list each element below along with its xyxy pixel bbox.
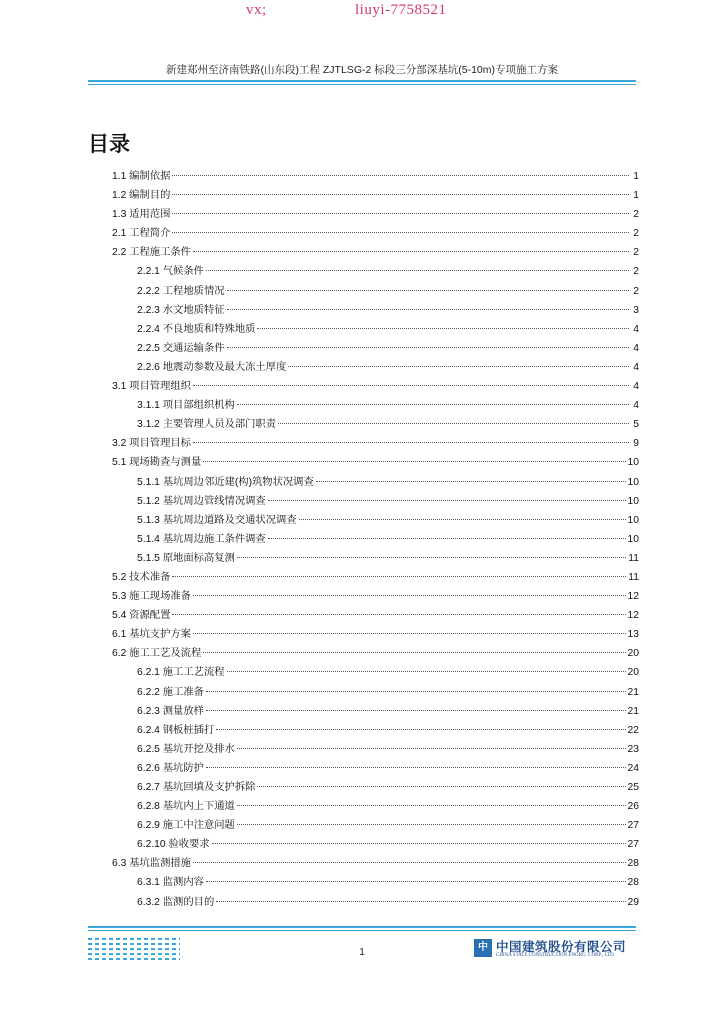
toc-dot-leader	[278, 411, 629, 424]
toc-dot-leader	[193, 373, 629, 386]
toc-dot-leader	[172, 163, 629, 176]
toc-entry-label: 6.2.4 钢板桩插打	[137, 724, 215, 736]
toc-dot-leader	[216, 717, 625, 730]
toc-entry-page: 2	[633, 209, 639, 221]
toc-dot-leader	[206, 755, 626, 768]
toc-dot-leader	[237, 793, 626, 806]
toc-entry-page: 4	[633, 323, 639, 335]
toc-entry-page: 1	[633, 171, 639, 182]
toc-dot-leader	[268, 526, 626, 539]
toc-entry-label: 6.2.6 基坑防护	[137, 762, 204, 774]
toc-dot-leader	[237, 736, 626, 749]
toc-entry-label: 3.2 项目管理目标	[112, 438, 191, 450]
toc-entry-label: 6.3.2 监测的目的	[137, 896, 215, 908]
toc-entry-page: 20	[627, 667, 639, 679]
toc-dot-leader	[206, 869, 626, 882]
toc-entry-label: 6.2.7 基坑回填及支护拆除	[137, 782, 256, 793]
toc-entry-label: 3.1.2 主要管理人员及部门职责	[137, 419, 277, 431]
toc-entry-label: 6.2.2 施工准备	[137, 686, 204, 698]
toc-entry-page: 10	[627, 514, 639, 526]
toc-dot-leader	[227, 278, 629, 291]
toc-entry-page: 4	[633, 381, 639, 393]
page-header-title: 新建郑州至济南铁路(山东段)工程 ZJTLSG-2 标段三分部深基坑(5-10m)专项施工方案	[165, 64, 558, 76]
toc-entry-page: 29	[627, 896, 639, 908]
toc-entry-label: 2.2.1 气候条件	[137, 266, 204, 278]
toc-entry-page: 28	[627, 877, 639, 889]
toc-dot-leader	[206, 679, 626, 692]
toc-entry-label: 2.1 工程简介	[112, 228, 171, 240]
header-divider	[88, 80, 636, 82]
toc-dot-leader	[193, 850, 626, 863]
toc-entry-label: 6.3 基坑监测措施	[112, 858, 191, 870]
toc-dot-leader	[193, 621, 626, 634]
toc-dot-leader	[193, 430, 629, 443]
toc-entry-page: 27	[627, 820, 639, 832]
toc-dot-leader	[172, 564, 626, 577]
watermark-right: liuyi-7758521	[355, 2, 447, 18]
toc-dot-leader	[257, 316, 629, 329]
toc-entry-page: 4	[633, 342, 639, 354]
toc-entry-label: 5.1 现场勘查与测量	[112, 457, 202, 469]
toc-entry-page: 26	[627, 801, 639, 813]
logo-name-en: CHINA STATE CONSTRUCTION ENGRG. CORP., LTD	[496, 953, 614, 958]
toc-dot-leader	[203, 640, 625, 653]
toc-entry-page: 5	[633, 419, 639, 431]
toc-entry-label: 2.2.2 工程地质情况	[137, 285, 225, 297]
toc-entry-label: 6.2.8 基坑内上下通道	[137, 801, 235, 813]
toc-entry-label: 2.2.5 交通运输条件	[137, 342, 225, 354]
toc-dot-leader	[172, 602, 625, 615]
toc-dot-leader	[316, 469, 626, 482]
toc-entry-page: 4	[633, 361, 639, 373]
toc-entry-page: 10	[627, 457, 639, 469]
toc-dot-leader	[227, 297, 629, 310]
toc-entry-label: 6.2 施工工艺及流程	[112, 648, 202, 660]
toc-entry-page: 28	[627, 858, 639, 870]
toc-entry-label: 2.2.6 地震动参数及最大冻土厚度	[137, 361, 287, 373]
toc-entry-label: 5.1.2 基坑周边管线情况调查	[137, 495, 266, 507]
page-number: 1	[359, 947, 365, 958]
toc-entry-label: 5.1.1 基坑周边邻近建(构)筑物状况调查	[137, 476, 314, 488]
toc-entry-page: 2	[633, 266, 639, 278]
toc-entry-label: 2.2.4 不良地质和特殊地质	[137, 323, 256, 335]
watermark-left: vx;	[246, 2, 267, 18]
toc-heading: 目录	[88, 133, 130, 156]
toc-entry-page: 9	[633, 438, 639, 450]
toc-entry-page: 10	[627, 533, 639, 545]
toc-entry-label: 1.3 适用范围	[112, 209, 171, 221]
toc-entry-page: 23	[627, 743, 639, 755]
toc-dot-leader	[299, 507, 626, 520]
toc-entry-label: 6.2.3 测量放样	[137, 705, 204, 717]
table-of-contents	[112, 166, 639, 911]
toc-dot-leader	[193, 239, 629, 252]
toc-entry-page: 10	[627, 476, 639, 488]
header-divider-thin	[88, 84, 636, 85]
toc-dot-leader	[206, 258, 629, 271]
toc-entry-label: 2.2.3 水文地质特征	[137, 304, 225, 316]
toc-dot-leader	[172, 220, 629, 233]
toc-entry-page: 13	[627, 629, 639, 641]
toc-entry-label: 5.2 技术准备	[112, 571, 171, 583]
toc-entry-page: 11	[628, 571, 639, 583]
toc-entry-label: 5.1.5 原地面标高复测	[137, 552, 235, 564]
toc-entry-page: 25	[627, 782, 639, 793]
toc-entry-label: 5.1.3 基坑周边道路及交通状况调查	[137, 514, 297, 526]
toc-dot-leader	[237, 392, 629, 405]
toc-entry-page: 27	[627, 839, 639, 851]
toc-entry-label: 6.2.9 施工中注意问题	[137, 820, 235, 832]
toc-entry-label: 5.3 施工现场准备	[112, 591, 191, 603]
toc-entry-page: 3	[633, 304, 639, 316]
toc-dot-leader	[268, 488, 626, 501]
toc-dot-leader	[257, 774, 625, 787]
toc-entry-label: 6.1 基坑支护方案	[112, 629, 191, 641]
toc-dot-leader	[237, 812, 626, 825]
toc-dot-leader	[237, 545, 626, 558]
toc-entry-page: 10	[627, 495, 639, 507]
toc-entry-label: 3.1 项目管理组织	[112, 381, 191, 393]
toc-dot-leader	[172, 182, 629, 195]
toc-entry-label: 6.2.1 施工工艺流程	[137, 667, 225, 679]
toc-entry-page: 21	[627, 686, 639, 698]
logo-mark-icon: 中建	[474, 939, 492, 957]
footer-divider-thin	[88, 930, 636, 931]
toc-entry-label: 5.4 资源配置	[112, 610, 171, 622]
toc-dot-leader	[288, 354, 629, 367]
toc-entry-label: 5.1.4 基坑周边施工条件调查	[137, 533, 266, 545]
toc-entry-page: 24	[627, 762, 639, 774]
toc-entry-label: 6.2.5 基坑开挖及排水	[137, 743, 235, 755]
toc-entry-page: 2	[633, 285, 639, 297]
toc-dot-leader	[212, 831, 626, 844]
toc-entry-page: 22	[627, 724, 639, 736]
footer-divider	[88, 926, 636, 928]
toc-entry-page: 11	[628, 552, 639, 564]
toc-entry-page: 12	[627, 591, 639, 603]
toc-entry-label: 6.2.10 验收要求	[137, 839, 210, 851]
toc-dot-leader	[227, 335, 629, 348]
toc-entry-page: 2	[633, 247, 639, 259]
toc-dot-leader	[227, 659, 626, 672]
toc-dot-leader	[216, 889, 625, 902]
toc-dot-leader	[206, 698, 626, 711]
toc-entry[interactable]	[112, 892, 639, 911]
toc-dot-leader	[172, 201, 629, 214]
toc-entry-page: 12	[627, 610, 639, 622]
toc-entry-page: 1	[633, 190, 639, 202]
watermark	[0, 0, 724, 24]
toc-entry-label: 2.2 工程施工条件	[112, 247, 191, 259]
logo-name-cn: 中国建筑股份有限公司	[496, 939, 627, 954]
toc-entry-page: 20	[627, 648, 639, 660]
toc-entry-page: 2	[633, 228, 639, 240]
toc-entry-page: 21	[627, 705, 639, 717]
company-logo	[474, 938, 636, 971]
toc-entry-label: 1.2 编制目的	[112, 190, 171, 202]
toc-dot-leader	[203, 449, 625, 462]
toc-entry-label: 1.1 编制依据	[112, 171, 171, 182]
toc-entry-label: 3.1.1 项目部组织机构	[137, 400, 235, 412]
toc-entry-label: 6.3.1 监测内容	[137, 877, 204, 889]
toc-entry-page: 4	[633, 400, 639, 412]
toc-dot-leader	[193, 583, 626, 596]
